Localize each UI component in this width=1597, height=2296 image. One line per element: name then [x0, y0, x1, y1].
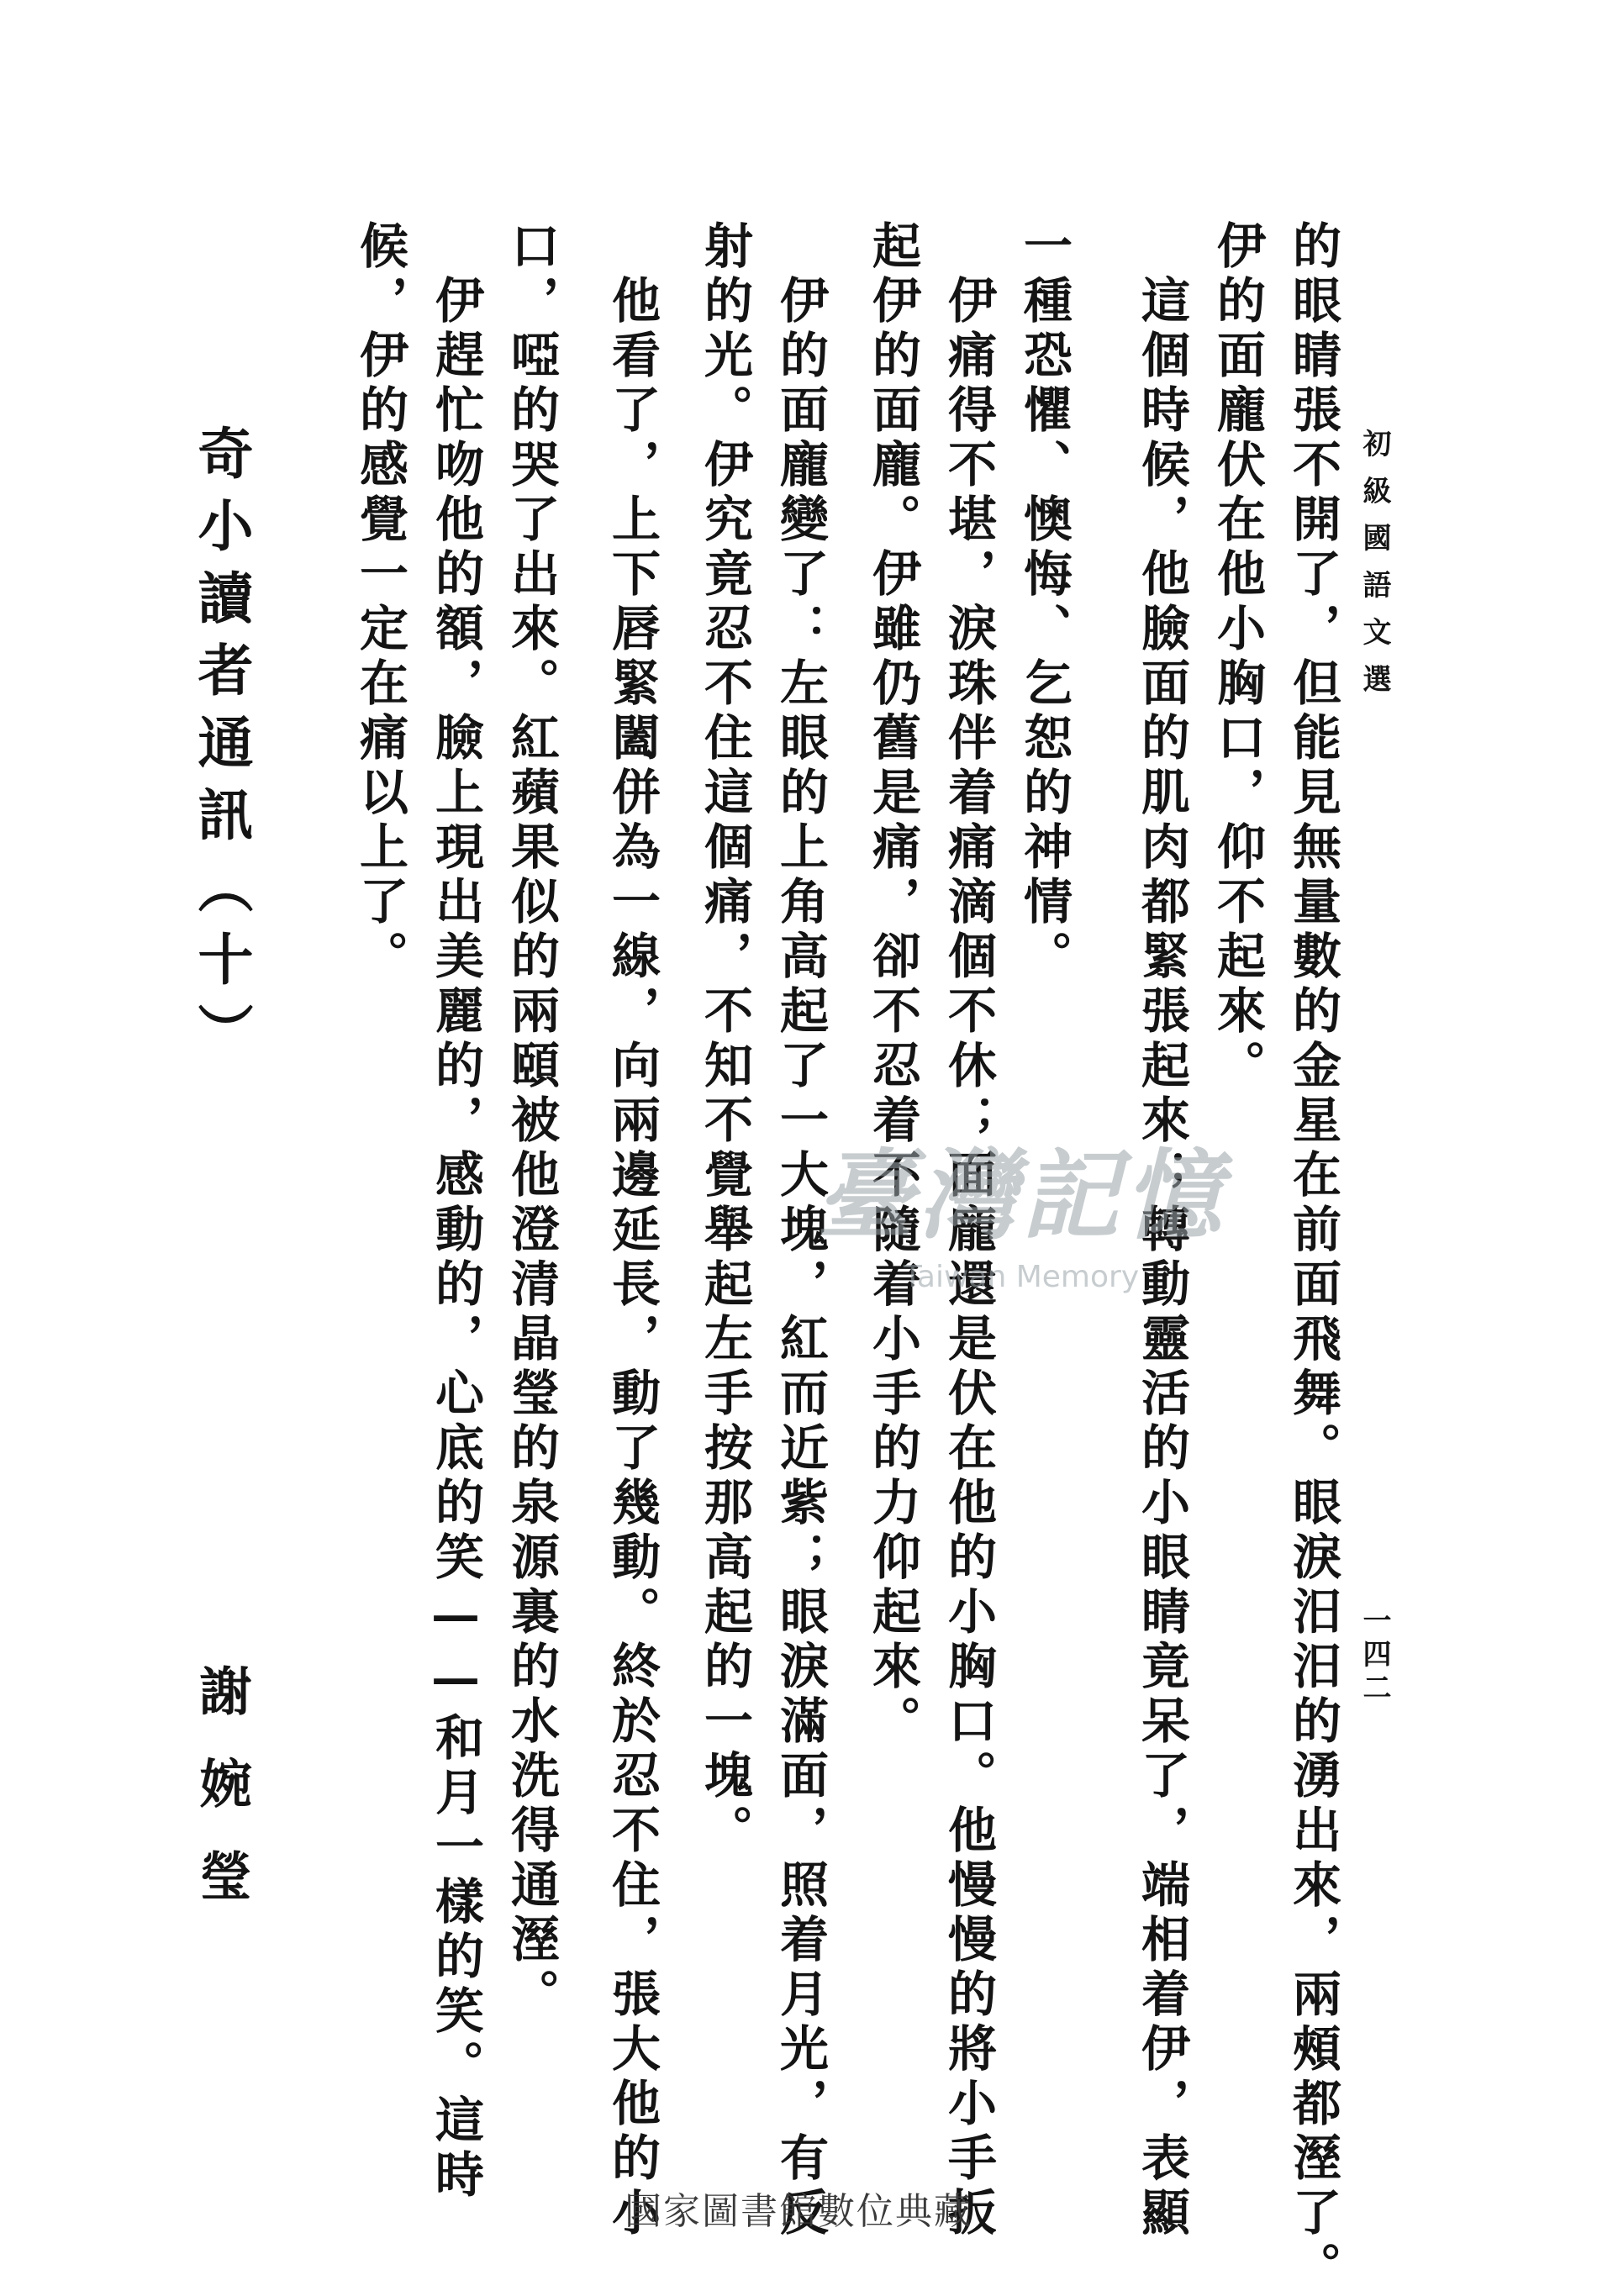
page-number: 一四二	[1357, 1605, 1391, 1706]
article-author: 謝婉瑩	[191, 1664, 252, 1941]
watermark	[761, 1118, 1282, 1328]
text-column: 伊的面龐伏在他小胸口，仰不起來。	[1209, 220, 1266, 1094]
text-column: 他看了，上下唇緊闔併為一線，向兩邊延長，動了幾動。終於忍不住，張大他的小	[603, 220, 661, 2241]
text-column: 口，啞的哭了出來。紅蘋果似的兩頤被他澄清晶瑩的泉源裏的水洗得通溼。	[503, 220, 560, 2023]
running-header-title: 初級國語文選	[1357, 429, 1391, 711]
text-column: 伊痛得不堪，淚珠伴着痛滴個不休；面龐還是伏在他的小胸口。他慢慢的將小手扳	[940, 220, 997, 2241]
text-column: 候，伊的感覺一定在痛以上了。	[351, 220, 408, 985]
text-column: 的眼睛張不開了，但能見無量數的金星在前面飛舞。眼淚汨汨的湧出來，兩頰都溼了。	[1284, 220, 1341, 2296]
text-column: 射的光。伊究竟忍不住這個痛，不知不覺舉起左手按那高起的一塊。	[696, 220, 753, 1859]
text-column: 起伊的面龐。伊雖仍舊是痛，卻不忍着不隨着小手的力仰起來。	[864, 220, 921, 1750]
text-column: 伊的面龐變了：左眼的上角高起了一大塊，紅而近紫；眼淚滿面，照着月光，有反	[772, 220, 829, 2241]
text-column: 伊趕忙吻他的額，臉上現出美麗的，感動的，心底的笑——和月一樣的笑。這時	[427, 220, 484, 2204]
footer-credit: 國家圖書館數位典藏	[625, 2190, 972, 2233]
article-title: 奇小讀者通訊（十）	[188, 424, 254, 1075]
watermark-chinese: 臺灣記憶	[816, 1139, 1226, 1253]
watermark-english: Taiwan Memory	[903, 1260, 1140, 1294]
text-column: 這個時候，他臉面的肌肉都緊張起來；轉動靈活的小眼睛竟呆了，端相着伊，表顯	[1133, 220, 1190, 2241]
text-column: 一種恐懼、懊悔、乞恕的神情。	[1015, 220, 1073, 985]
